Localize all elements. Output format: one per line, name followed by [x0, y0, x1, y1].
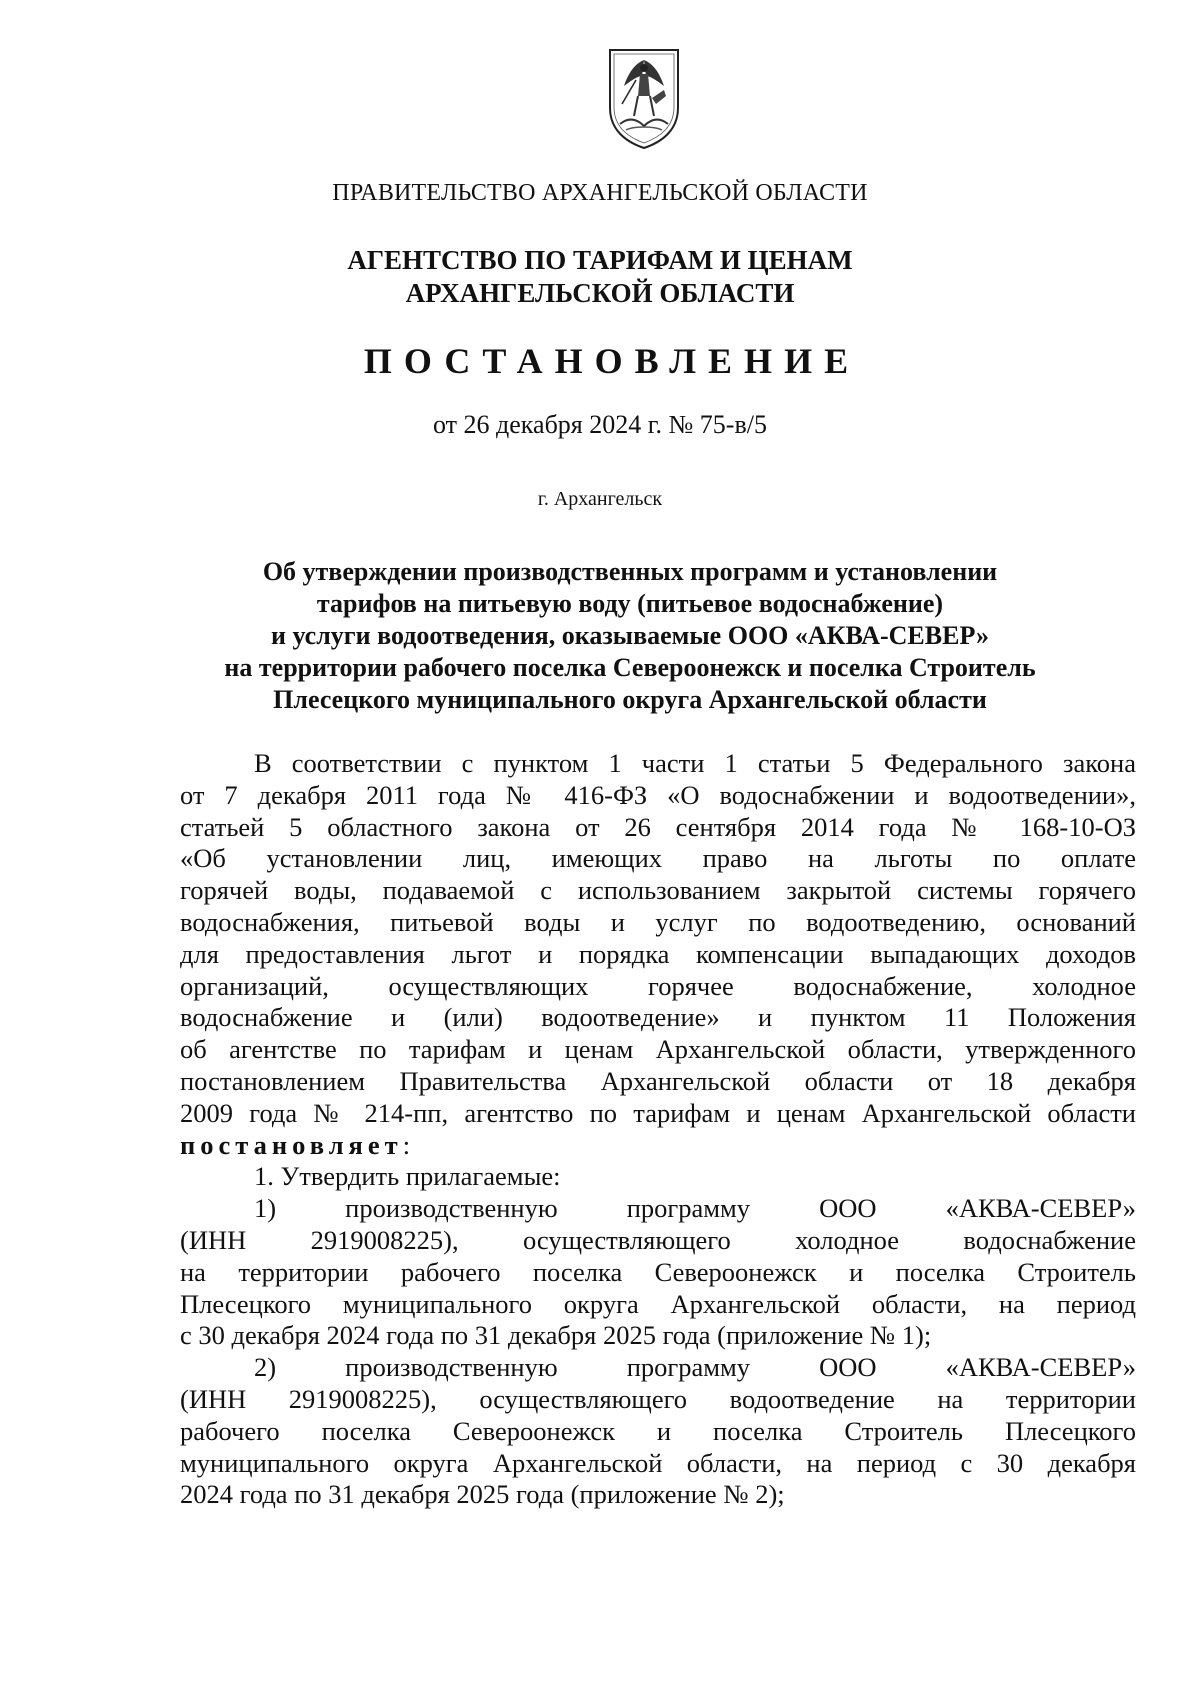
government-title: ПРАВИТЕЛЬСТВО АРХАНГЕЛЬСКОЙ ОБЛАСТИ — [332, 180, 868, 206]
preamble-line: «Об установлении лиц, имеющих право на льготы по оплате — [180, 843, 1136, 874]
preamble-line: водоснабжение и (или) водоотведение» и пунктом 11 Положения — [180, 1002, 1136, 1033]
subject-line: тарифов на питьевую воду (питьевое водоснабжение) — [316, 589, 944, 618]
preamble-line: 2009 года № 214-пп, агентство по тарифам и ценам Архангельской области — [180, 1097, 1136, 1128]
decree-date-number: от 26 декабря 2024 г. № 75-в/5 — [433, 410, 767, 439]
preamble-line: об агентстве по тарифам и ценам Архангельской области, утвержденного — [180, 1034, 1136, 1065]
item-1-2-line: 2) производственную программу ООО «АКВА-СЕВЕР» — [254, 1352, 1136, 1383]
item-1-2-line: (ИНН 2919008225), осуществляющего водоотведение на территории — [180, 1383, 1136, 1414]
preamble-line: организаций, осуществляющих горячее водоснабжение, холодное — [180, 970, 1136, 1001]
preamble-line: от 7 декабря 2011 года № 416-ФЗ «О водоснабжении и водоотведении», — [180, 779, 1136, 810]
preamble-line: водоснабжения, питьевой воды и услуг по водоотведению, оснований — [180, 906, 1136, 937]
item-1-2-line: рабочего поселка Североонежск и поселка Строитель Плесецкого — [180, 1415, 1136, 1446]
resolves-word: постановляет — [180, 1129, 403, 1160]
decree-heading: ПОСТАНОВЛЕНИЕ — [363, 341, 861, 381]
item-1-1-line: (ИНН 2919008225), осуществляющего холодное водоснабжение — [180, 1224, 1136, 1255]
agency-title-line-1: АГЕНТСТВО ПО ТАРИФАМ И ЦЕНАМ — [347, 245, 853, 275]
item-1: 1. Утвердить прилагаемые: — [254, 1161, 561, 1192]
subject-line: и услуги водоотведения, оказываемые ООО «АКВА-СЕВЕР» — [271, 621, 989, 650]
item-1-2-line: муниципального округа Архангельской области, на период с 30 декабря — [180, 1447, 1136, 1478]
preamble-line: статьей 5 областного закона от 26 сентября 2014 года № 168-10-ОЗ — [180, 811, 1136, 842]
item-1-1-line: 1) производственную программу ООО «АКВА-СЕВЕР» — [254, 1193, 1136, 1224]
agency-title-line-2: АРХАНГЕЛЬСКОЙ ОБЛАСТИ — [405, 278, 795, 308]
subject-line: Об утверждении производственных программ и установлении — [262, 557, 998, 586]
subject-line: Плесецкого муниципального округа Архангельской области — [273, 685, 987, 714]
preamble-line: горячей воды, подаваемой с использованием закрытой системы горячего — [180, 875, 1136, 906]
subject-line: на территории рабочего поселка Североонежск и поселка Строитель — [224, 653, 1036, 682]
item-1-1-line: с 30 декабря 2024 года по 31 декабря 2025 года (приложение № 1); — [180, 1320, 932, 1351]
resolves-line — [180, 1130, 1136, 1162]
preamble-line: для предоставления льгот и порядка компенсации выпадающих доходов — [180, 938, 1136, 969]
item-1-2-line: 2024 года по 31 декабря 2025 года (приложение № 2); — [180, 1479, 785, 1510]
coat-of-arms-emblem — [604, 46, 684, 150]
item-1-1-line: Плесецкого муниципального округа Архангельской области, на период — [180, 1288, 1136, 1319]
resolves-colon: : — [402, 1129, 411, 1160]
item-1-1-line: на территории рабочего поселка Североонежск и поселка Строитель — [180, 1256, 1136, 1287]
decree-subject — [160, 556, 1100, 716]
preamble-line: В соответствии с пунктом 1 части 1 статьи 5 Федерального закона — [254, 748, 1136, 778]
decree-body — [180, 748, 1136, 1511]
preamble-line: постановлением Правительства Архангельской области от 18 декабря — [180, 1065, 1136, 1096]
decree-place: г. Архангельск — [537, 488, 663, 510]
